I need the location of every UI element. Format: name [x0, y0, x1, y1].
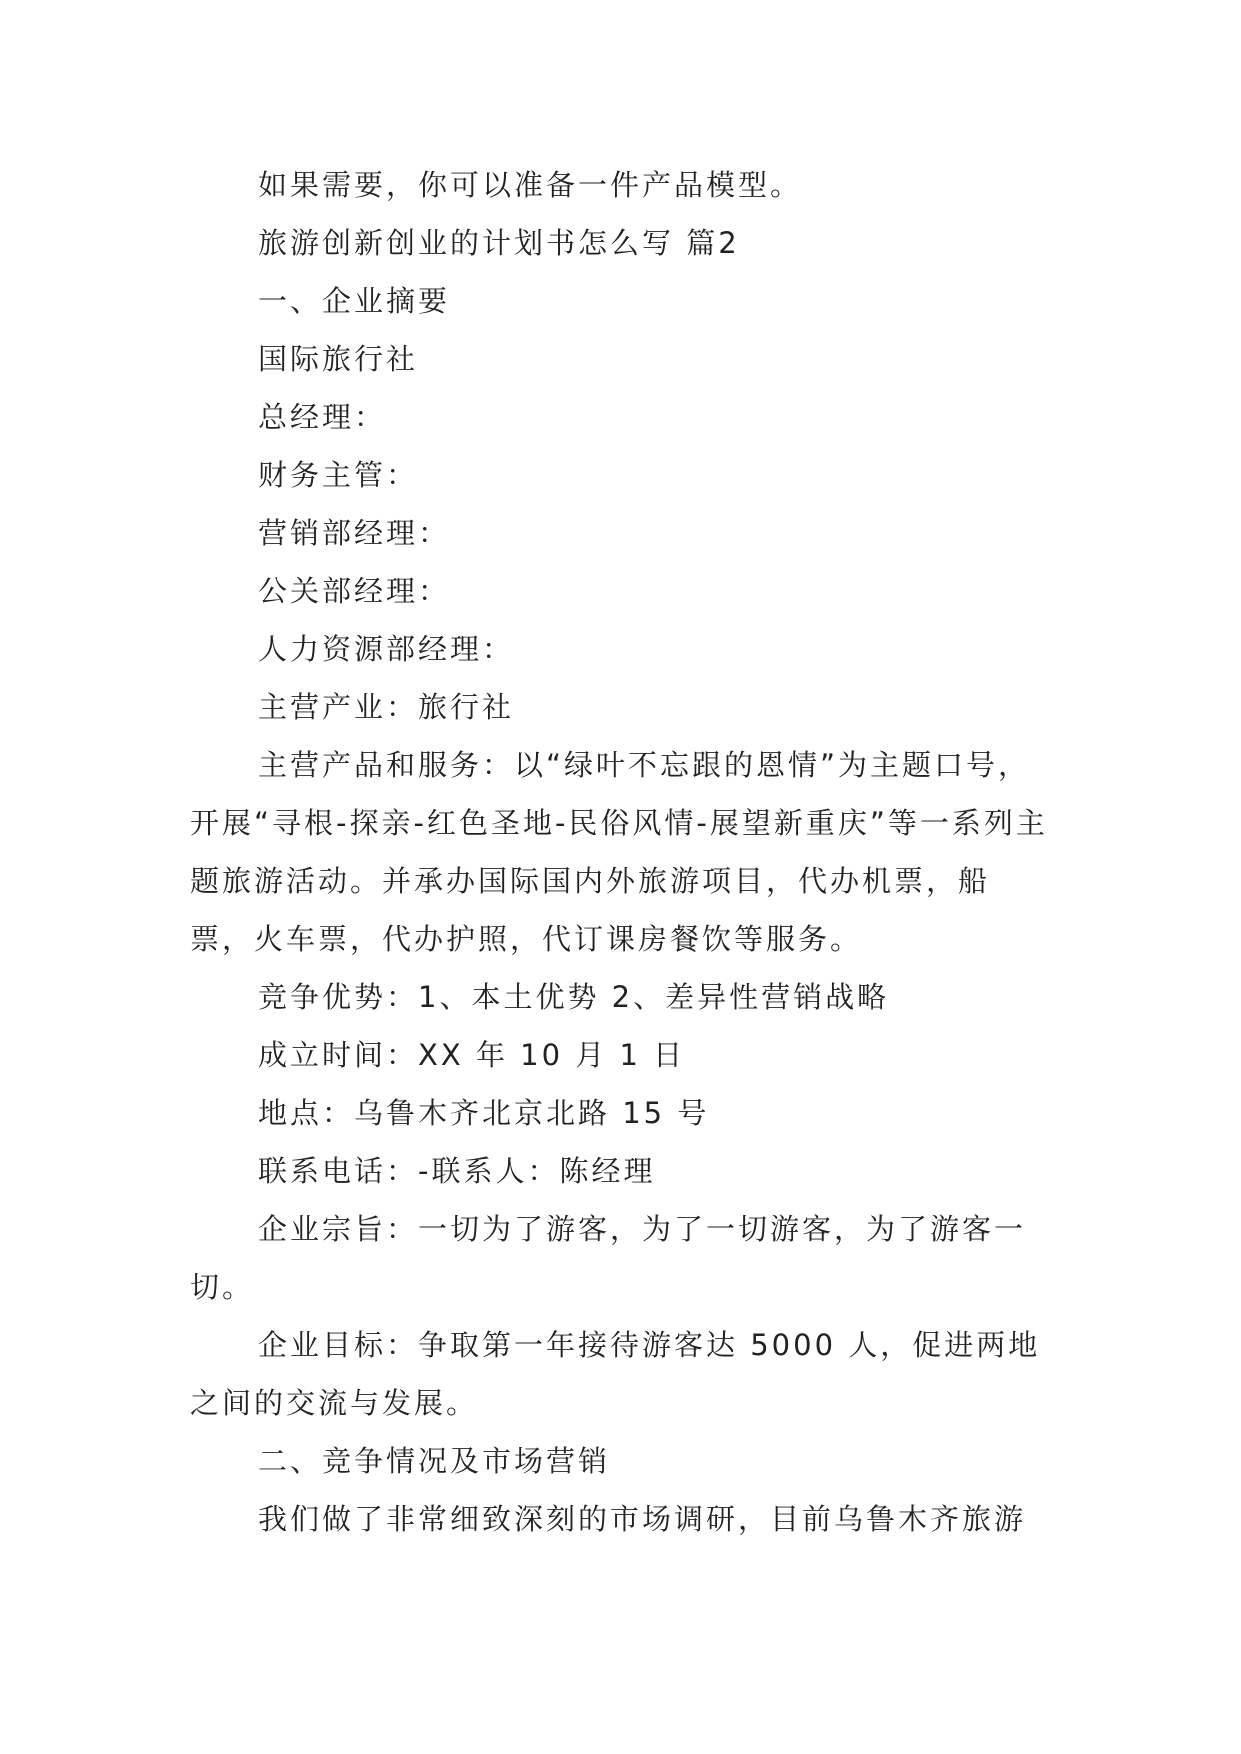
market-research: 我们做了非常细致深刻的市场调研，目前乌鲁木齐旅游: [258, 1502, 1027, 1536]
hr-manager: 人力资源部经理：: [258, 632, 515, 666]
heading-company-summary: 一、企业摘要: [258, 284, 451, 318]
marketing-manager: 营销部经理：: [258, 516, 451, 550]
contact-info: 联系电话：-联系人：陈经理: [258, 1154, 656, 1188]
address: 地点：乌鲁木齐北京北路 15 号: [258, 1096, 710, 1130]
company-goal: 企业目标：争取第一年接待游客达 5000 人，促进两地之间的交流与发展。: [190, 1328, 1041, 1420]
section-title: 旅游创新创业的计划书怎么写 篇2: [258, 226, 740, 260]
heading-competition-marketing: 二、竞争情况及市场营销: [258, 1444, 611, 1478]
competitive-advantage: 竞争优势：1、本土优势 2、差异性营销战略: [258, 980, 890, 1014]
main-industry: 主营产业：旅行社: [258, 690, 515, 724]
main-products-services: 主营产品和服务：以“绿叶不忘跟的恩情”为主题口号，开展“寻根-探亲-红色圣地-民俗风情-展望新重庆”等一系列主题旅游活动。并承办国际国内外旅游项目，代办机票，船票，火车票，代办护照，代订课房餐饮等服务。: [190, 748, 1048, 956]
company-purpose: 企业宗旨：一切为了游客，为了一切游客，为了游客一切。: [190, 1212, 1027, 1304]
general-manager: 总经理：: [258, 400, 387, 434]
paragraph-product-model: 如果需要，你可以准备一件产品模型。: [258, 168, 803, 202]
pr-manager: 公关部经理：: [258, 574, 451, 608]
founding-date: 成立时间：XX 年 10 月 1 日: [258, 1038, 686, 1072]
finance-manager: 财务主管：: [258, 458, 419, 492]
company-name: 国际旅行社: [258, 342, 419, 376]
document-body: [190, 156, 1050, 1548]
